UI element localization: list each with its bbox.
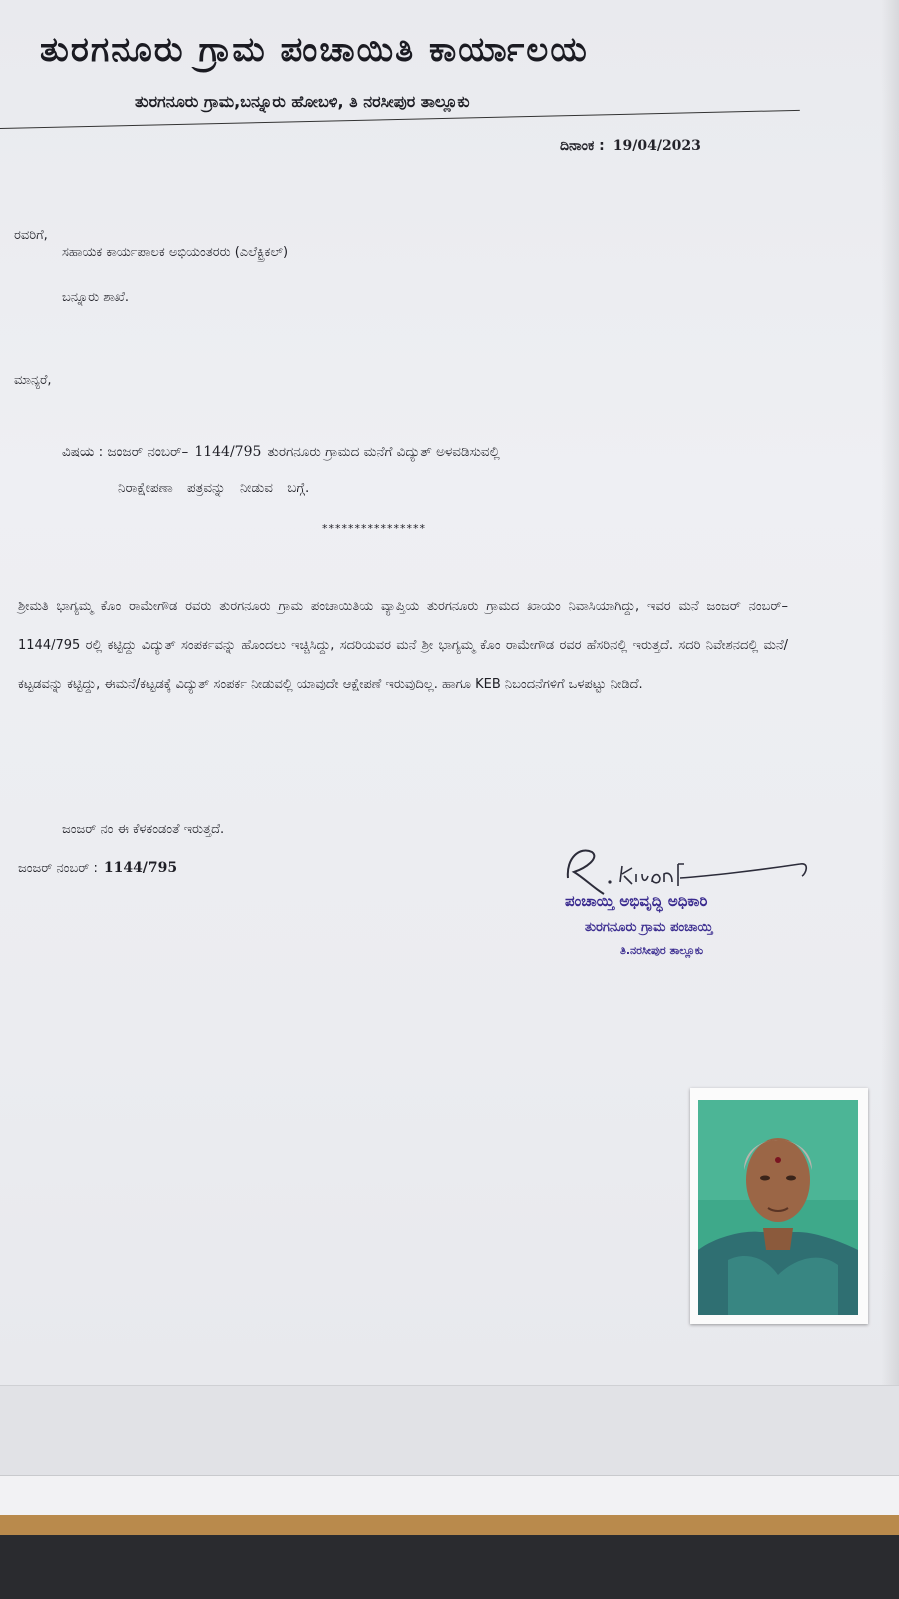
stamp-taluk: ತಿ.ನರಸೀಪುರ ತಾಲ್ಲೂಕು: [620, 944, 704, 957]
dark-background: [0, 1535, 899, 1599]
subject-rest: ತುರಗನೂರು ಗ್ರಾಮದ ಮನೆಗೆ ವಿದ್ಯುತ್ ಅಳವಡಿಸುವಲ್ಲಿ: [267, 444, 500, 460]
recipient-designation: ಸಹಾಯಕ ಕಾರ್ಯಪಾಲಕ ಅಭಿಯಂತರರು (ಎಲೆಕ್ಟ್ರಿಕಲ್): [62, 245, 289, 260]
salutation: ಮಾನ್ಯರೆ,: [14, 373, 52, 388]
date-value: 19/04/2023: [612, 138, 701, 154]
person-photo-icon: [698, 1100, 858, 1315]
header-divider: [0, 110, 800, 129]
table-edge: [0, 1515, 899, 1535]
page-shadow: [881, 0, 899, 1385]
separator: ****************: [322, 522, 426, 535]
recipient-branch: ಬನ್ನೂರು ಶಾಖೆ.: [62, 290, 130, 305]
office-address: ತುರಗನೂರು ಗ್ರಾಮ,ಬನ್ನೂರು ಹೋಬಳಿ, ತಿ ನರಸೀಪುರ ತಾಲ್ಲೂಕು: [135, 92, 470, 111]
reference-number: 1144/795: [103, 860, 178, 876]
letter-body: ಶ್ರೀಮತಿ ಭಾಗ್ಯಮ್ಮ ಕೊಂ ರಾಮೇಗೌಡ ರವರು ತುರಗನೂರು ಗ್ರಾಮ ಪಂಚಾಯಿತಿಯ ವ್ಯಾಪ್ತಿಯ ತುರಗನೂರು ಗ್ರಾಮದ ಖಾಯಂ ನಿವಾಸಿಯಾಗಿದ್ದು, ಇವರ ಮನೆ ಜಂಜರ್ ನಂಬರ್– 1144/795 ರಲ್ಲಿ ಕಟ್ಟಿದ್ದು ವಿದ್ಯುತ್ ಸಂಪರ್ಕವನ್ನು ಹೊಂದಲು ಇಚ್ಚಿಸಿದ್ದು, ಸದರಿಯವರ ಮನೆ ಶ್ರೀ ಭಾಗ್ಯಮ್ಮ ಕೊಂ ರಾಮೇಗೌಡ ರವರ ಹೆಸರಿನಲ್ಲಿ ಇರುತ್ತದೆ. ಸದರಿ ನಿವೇಶನದಲ್ಲಿ ಮನೆ/ಕಟ್ಟಡವನ್ನು ಕಟ್ಟಿದ್ದು, ಈಮನೆ/ಕಟ್ಟಡಕ್ಕೆ ವಿದ್ಯುತ್ ಸಂಪರ್ಕ ನೀಡುವಲ್ಲಿ ಯಾವುದೇ ಆಕ್ಷೇಪಣೆ ಇರುವುದಿಲ್ಲ. ಹಾಗೂ KEB ನಿಬಂದನೆಗಳಿಗೆ ಒಳಪಟ್ಟು ನೀಡಿದೆ.: [18, 599, 788, 692]
subject-line-2: ನಿರಾಕ್ಷೇಪಣಾ ಪತ್ರವನ್ನು ನೀಡುವ ಬಗ್ಗೆ.: [118, 480, 310, 496]
office-title: ತುರಗನೂರು ಗ್ರಾಮ ಪಂಚಾಯಿತಿ ಕಾರ್ಯಾಲಯ: [40, 30, 589, 70]
reference-label: ಜಂಜರ್ ನಂಬರ್ :: [18, 861, 98, 876]
passport-photo-frame: [690, 1088, 868, 1324]
stamp-office: ತುರಗನೂರು ಗ್ರಾಮ ಪಂಚಾಯ್ತಿ: [585, 920, 713, 935]
subject-number: 1144/795: [194, 444, 262, 460]
letter-date: [560, 138, 701, 154]
recipient-to: ರವರಿಗೆ,: [14, 228, 48, 243]
reference-intro: ಜಂಜರ್ ನಂ ಈ ಕೆಳಕಂಡಂತೆ ಇರುತ್ತದೆ.: [62, 822, 225, 837]
paper-edge-lower: [0, 1385, 899, 1476]
paper-edge-bottom: [0, 1475, 899, 1516]
subject-line-1: [62, 444, 500, 460]
reference-number-line: [18, 860, 177, 876]
stamp-designation: ಪಂಚಾಯ್ತಿ ಅಭಿವೃದ್ಧಿ ಅಧಿಕಾರಿ: [565, 892, 708, 910]
date-label: ದಿನಾಂಕ :: [560, 138, 605, 154]
subject-prefix: ವಿಷಯ : ಜಂಜರ್ ನಂಬರ್–: [62, 444, 189, 460]
